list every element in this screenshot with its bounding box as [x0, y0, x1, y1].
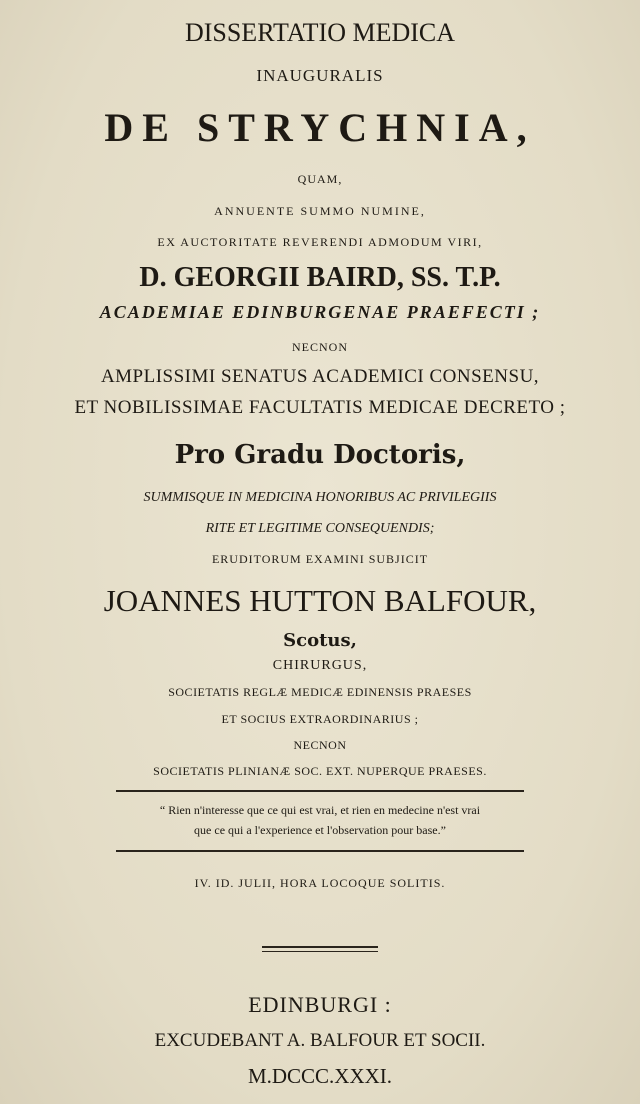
short-rule-1 [262, 946, 378, 948]
rite-line: RITE ET LEGITIME CONSEQUENDIS; [205, 521, 435, 536]
scotus-line: Scotus, [283, 630, 357, 651]
dissertation-heading: DISSERTATIO MEDICA [184, 18, 456, 47]
academiae-line: ACADEMIAE EDINBURGENAE PRAEFECTI ; [99, 302, 541, 322]
annuente-line: ANNUENTE SUMMO NUMINE, [214, 204, 426, 218]
quam-line: QUAM, [297, 172, 343, 186]
facultatis-line: ET NOBILISSIMAE FACULTATIS MEDICAE DECRETO ; [74, 397, 566, 418]
necnon-line-1: NECNON [292, 340, 348, 354]
societatis-regiae-line: SOCIETATIS REGLÆ MEDICÆ EDINENSIS PRAESES [168, 685, 472, 699]
pro-gradu-doctoris: Pro Gradu Doctoris, [174, 440, 466, 470]
chirurgus-line: CHIRURGUS, [272, 658, 368, 673]
quote-line-1: “ Rien n'interesse que ce qui est vrai, et rien en medecine n'est vrai [159, 803, 481, 817]
societatis-plinianae-line: SOCIETATIS PLINIANÆ SOC. EXT. NUPERQUE PRAESES. [153, 764, 487, 778]
imprint-year: M.DCCC.XXXI. [247, 1064, 393, 1088]
summisque-line: SUMMISQUE IN MEDICINA HONORIBUS AC PRIVILEGIIS [143, 490, 497, 505]
rule-middle [116, 850, 524, 852]
main-title: DE STRYCHNIA, [104, 105, 536, 150]
imprint-place: EDINBURGI : [248, 992, 392, 1017]
date-line: IV. ID. JULII, HORA LOCOQUE SOLITIS. [194, 876, 446, 890]
praefectus-name: D. GEORGII BAIRD, SS. T.P. [139, 262, 501, 293]
author-name: JOANNES HUTTON BALFOUR, [103, 583, 537, 618]
rule-top [116, 790, 524, 792]
imprint-printer: EXCUDEBANT A. BALFOUR ET SOCII. [154, 1030, 486, 1051]
quote-line-2: que ce qui a l'experience et l'observation pour base.” [194, 823, 446, 837]
senatus-line: AMPLISSIMI SENATUS ACADEMICI CONSENSU, [100, 366, 540, 387]
short-rule-2 [262, 951, 378, 952]
inauguralis-line: INAUGURALIS [256, 66, 384, 85]
necnon-line-2: NECNON [293, 738, 347, 752]
eruditorum-line: ERUDITORUM EXAMINI SUBJICIT [211, 552, 429, 566]
socius-line: ET SOCIUS EXTRAORDINARIUS ; [221, 712, 419, 726]
auctoritate-line: EX AUCTORITATE REVERENDI ADMODUM VIRI, [157, 235, 483, 249]
